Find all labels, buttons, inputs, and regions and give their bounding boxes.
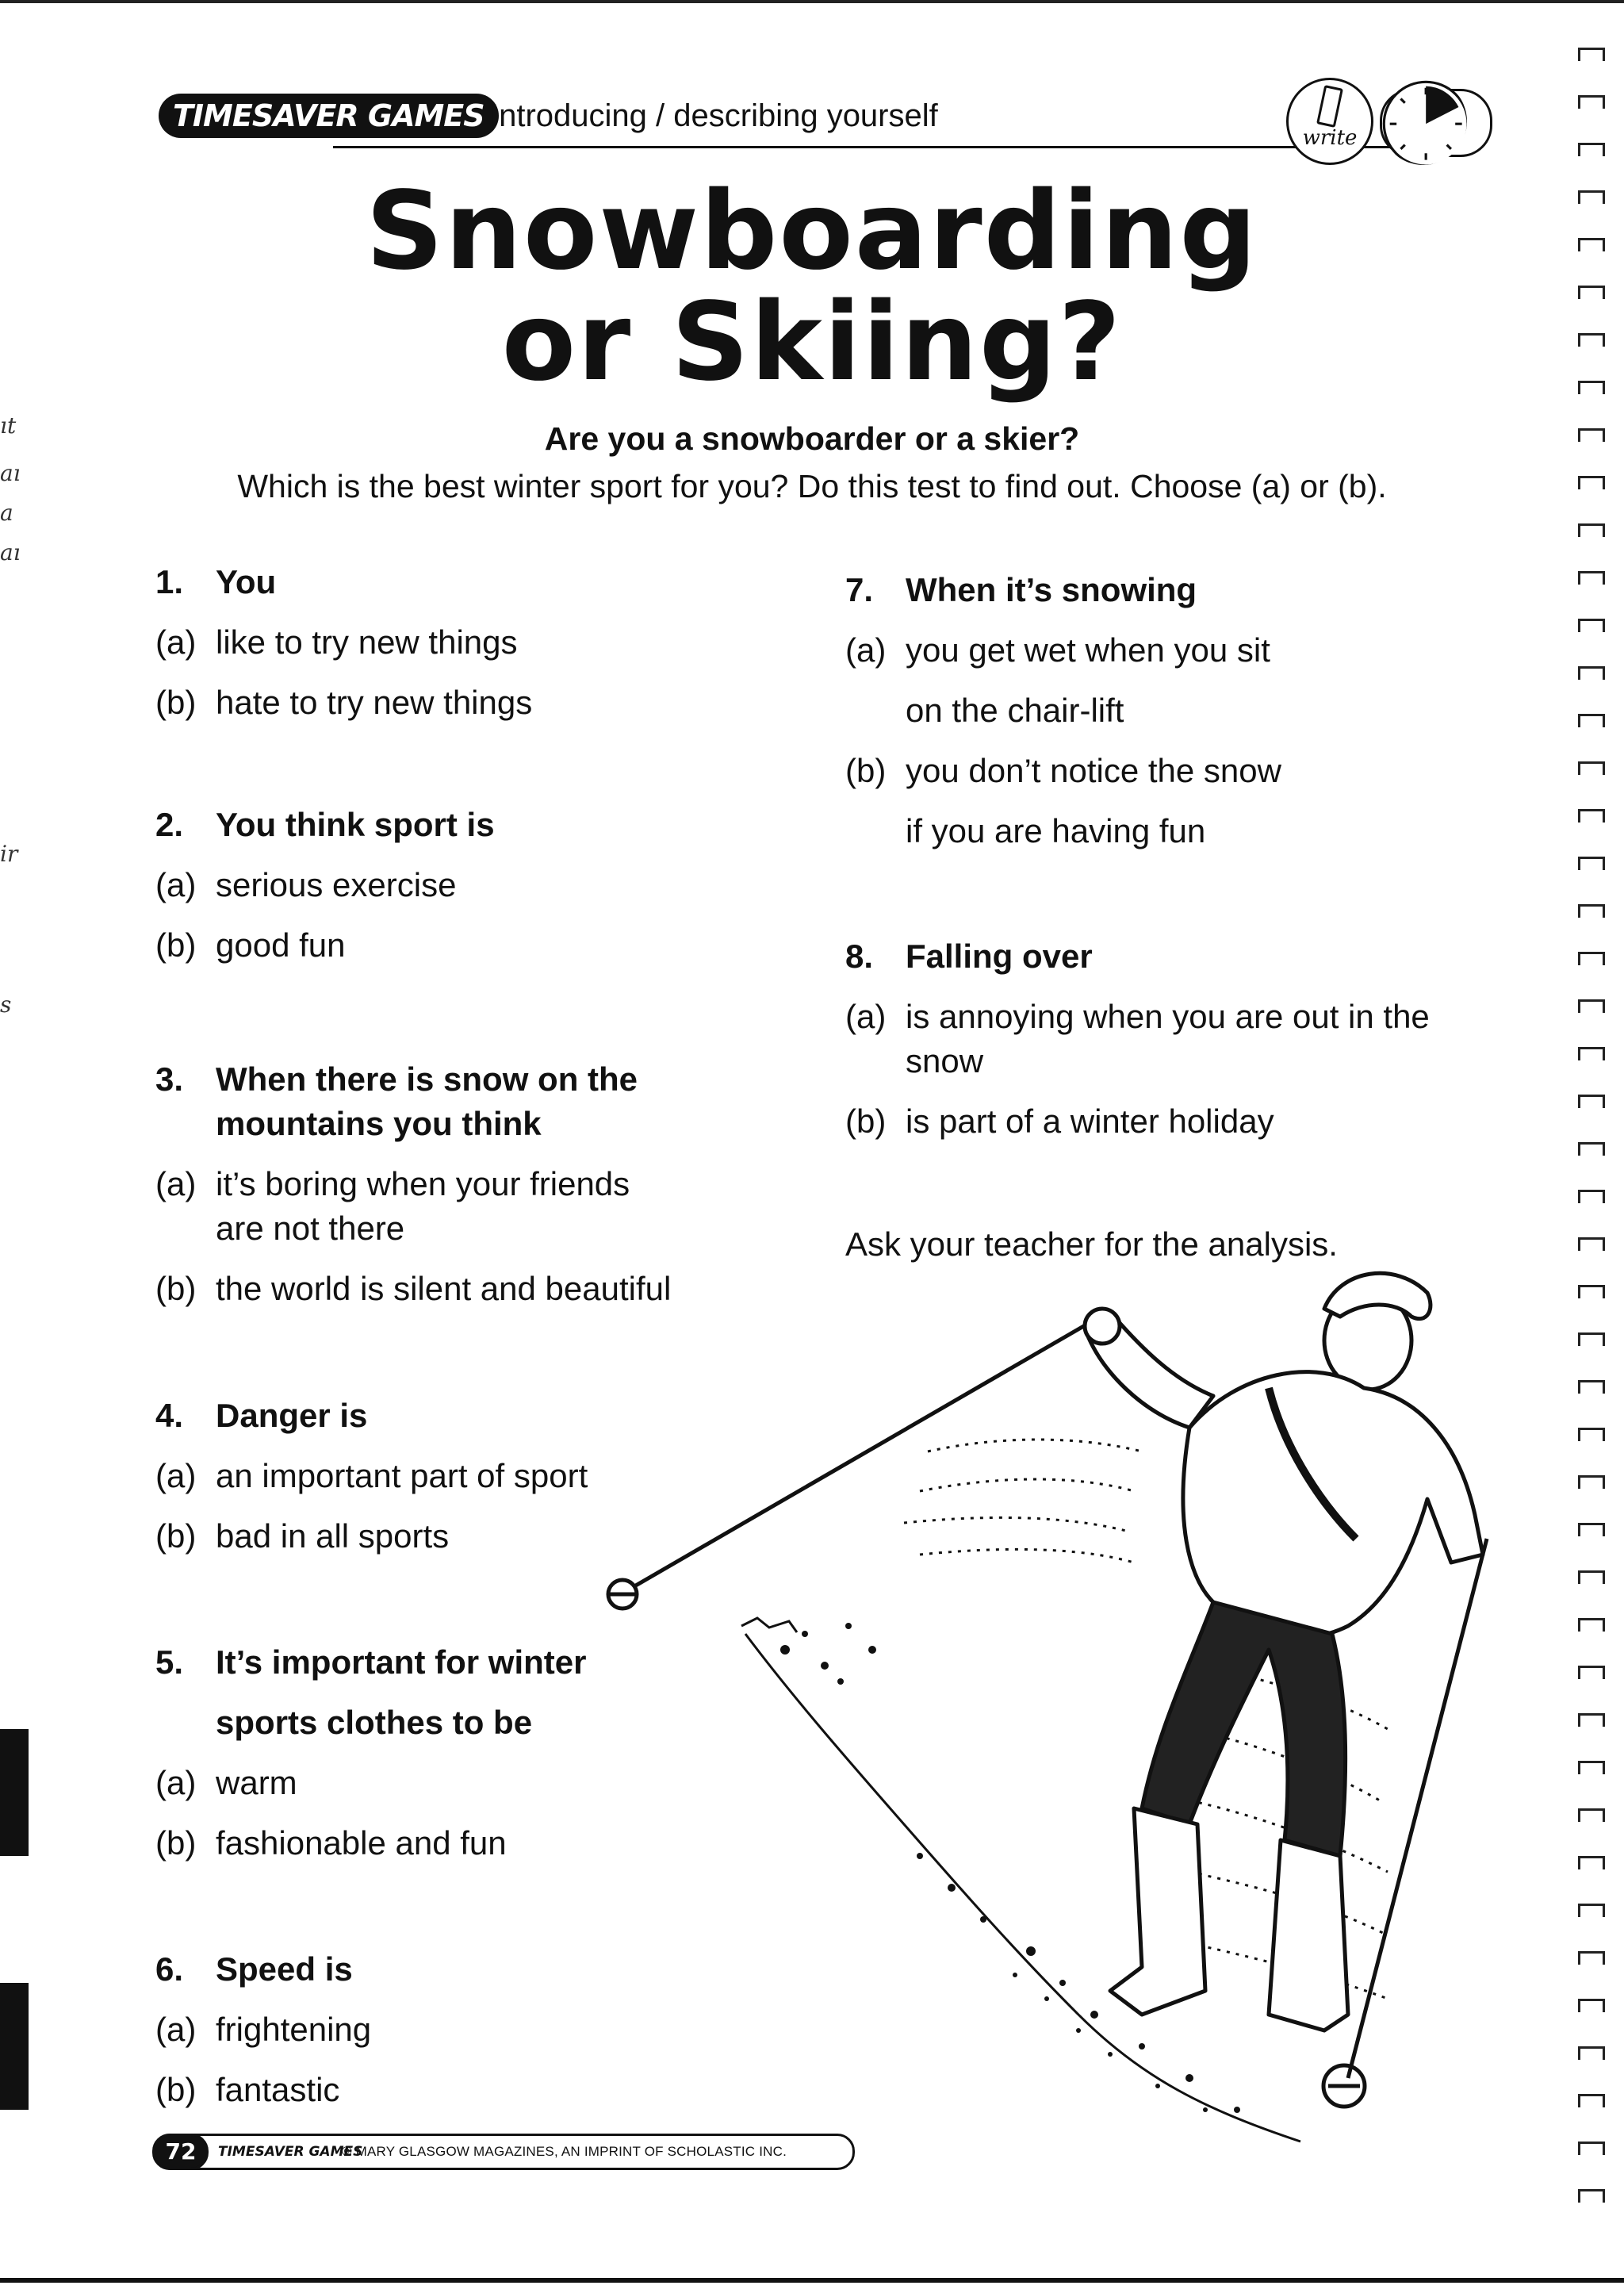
- brand-label: TIMESAVER GAMES: [159, 94, 499, 138]
- binder-hole: [1578, 1713, 1605, 1727]
- option-letter: (a): [845, 631, 887, 669]
- binder-hole: [1578, 1666, 1605, 1679]
- binder-hole: [1578, 1332, 1605, 1346]
- option-letter: (a): [155, 1165, 197, 1202]
- binder-hole: [1578, 619, 1605, 632]
- question-number: 6.: [155, 1950, 184, 1988]
- question-text: Falling over: [906, 938, 1093, 975]
- binder-hole: [1578, 761, 1605, 775]
- option-letter: (b): [155, 1517, 197, 1555]
- page-title: [0, 169, 1624, 405]
- footer-bar: [152, 2134, 855, 2170]
- subtitle: Are you a snowboarder or a skier?: [544, 420, 1080, 457]
- option-text: are not there: [216, 1210, 405, 1247]
- binder-hole: [1578, 1618, 1605, 1632]
- header-rule: [333, 146, 1451, 148]
- write-label: write: [1302, 126, 1358, 150]
- binder-hole: [1578, 2046, 1605, 2060]
- binder-hole: [1578, 1808, 1605, 1822]
- question-heading: [155, 560, 837, 604]
- header-topic: Introducing / describing yourself: [490, 98, 938, 133]
- binder-hole: [1578, 1570, 1605, 1584]
- question-number: 5.: [155, 1643, 184, 1681]
- option-text: snow: [906, 1042, 984, 1079]
- question-number: 2.: [155, 806, 184, 843]
- question-1: [155, 560, 837, 725]
- binder-hole: [1578, 143, 1605, 156]
- binder-hole: [1578, 1951, 1605, 1965]
- option-a: [155, 620, 837, 665]
- option-letter: (b): [155, 2071, 197, 2108]
- question-text: You: [216, 563, 277, 600]
- option-text: you get wet when you sit: [906, 631, 1270, 669]
- page-top-edge: [0, 0, 1624, 3]
- option-letter: (b): [155, 684, 197, 721]
- question-7: [845, 568, 1543, 853]
- option-letter: (b): [845, 1102, 887, 1140]
- option-b: [155, 923, 837, 968]
- binder-hole: [1578, 714, 1605, 727]
- question-number: 1.: [155, 563, 184, 600]
- option-a: [155, 863, 837, 907]
- binder-hole: [1578, 1142, 1605, 1156]
- binder-hole: [1578, 952, 1605, 965]
- option-letter: (a): [155, 623, 197, 661]
- skier-figure: [1085, 1273, 1483, 2030]
- option-text: bad in all sports: [216, 1517, 450, 1555]
- binder-hole: [1578, 809, 1605, 822]
- binder-hole: [1578, 999, 1605, 1013]
- title-line: or Skiing?: [501, 280, 1123, 405]
- binder-hole: [1578, 666, 1605, 680]
- binder-hole: [1578, 1904, 1605, 1917]
- binder-hole: [1578, 904, 1605, 918]
- option-text: frightening: [216, 2011, 372, 2048]
- question-number: 7.: [845, 571, 874, 608]
- option-a: [845, 628, 1543, 733]
- option-text: it’s boring when your friends: [216, 1165, 630, 1202]
- binder-hole: [1578, 48, 1605, 61]
- question-2: [155, 803, 837, 968]
- adjacent-page-scrap: ir: [0, 841, 18, 867]
- timer-icon: [1380, 78, 1467, 165]
- option-text: good fun: [216, 926, 346, 964]
- binder-hole: [1578, 1190, 1605, 1203]
- option-text: is part of a winter holiday: [906, 1102, 1274, 1140]
- option-text: an important part of sport: [216, 1457, 588, 1494]
- option-b: [155, 681, 837, 725]
- binder-hole: [1578, 1095, 1605, 1108]
- question-text: Speed is: [216, 1950, 353, 1988]
- question-8: [845, 934, 1543, 1144]
- option-a: [845, 995, 1543, 1083]
- binder-hole: [1578, 1761, 1605, 1774]
- title-line: Snowboarding: [366, 169, 1258, 294]
- binder-hole: [1578, 571, 1605, 585]
- binder-hole: [1578, 2189, 1605, 2203]
- option-b: [845, 1099, 1543, 1144]
- option-text: is annoying when you are out in the: [906, 998, 1430, 1035]
- page-bottom-edge: [0, 2278, 1624, 2283]
- footer-brand: TIMESAVER GAMES: [218, 2144, 363, 2160]
- option-letter: (a): [155, 866, 197, 903]
- option-text: if you are having fun: [906, 812, 1206, 849]
- question-number: 3.: [155, 1060, 184, 1098]
- binder-hole: [1578, 1237, 1605, 1251]
- option-text: on the chair-lift: [906, 692, 1124, 729]
- option-letter: (b): [155, 926, 197, 964]
- option-text: fashionable and fun: [216, 1824, 507, 1862]
- binder-hole: [1578, 1380, 1605, 1394]
- binder-hole: [1578, 857, 1605, 870]
- binder-hole: [1578, 2094, 1605, 2107]
- binder-hole: [1578, 1475, 1605, 1489]
- adjacent-page-scrap: a: [0, 500, 13, 526]
- question-text: When there is snow on the: [216, 1060, 638, 1098]
- question-text: When it’s snowing: [906, 571, 1197, 608]
- question-text: sports clothes to be: [216, 1704, 533, 1741]
- footer-copyright: © MARY GLASGOW MAGAZINES, AN IMPRINT OF SCHOLASTIC INC.: [342, 2144, 787, 2159]
- timer-badge: [1380, 89, 1492, 157]
- margin-shadow: [0, 1983, 29, 2110]
- option-letter: (a): [155, 1764, 197, 1801]
- option-text: hate to try new things: [216, 684, 533, 721]
- adjacent-page-scrap: s: [0, 991, 12, 1018]
- option-text: you don’t notice the snow: [906, 752, 1281, 789]
- option-text: serious exercise: [216, 866, 457, 903]
- binder-hole: [1578, 2142, 1605, 2155]
- option-b: [845, 749, 1543, 853]
- write-badge: [1286, 78, 1373, 165]
- option-text: like to try new things: [216, 623, 518, 661]
- intro-text: Which is the best winter sport for you? Do this test to find out. Choose (a) or (b).: [237, 468, 1387, 504]
- option-letter: (a): [845, 998, 887, 1035]
- option-text: the world is silent and beautiful: [216, 1270, 672, 1307]
- question-heading: [845, 934, 1543, 979]
- option-a: [155, 1162, 837, 1251]
- margin-shadow: [0, 1729, 29, 1856]
- option-letter: (a): [155, 2011, 197, 2048]
- page-number: 72: [153, 2134, 209, 2170]
- binder-hole: [1578, 523, 1605, 537]
- analysis-note: Ask your teacher for the analysis.: [845, 1225, 1338, 1263]
- question-text: mountains you think: [216, 1105, 542, 1142]
- question-text: Danger is: [216, 1397, 368, 1434]
- question-text: It’s important for winter: [216, 1643, 587, 1681]
- option-letter: (b): [155, 1824, 197, 1862]
- question-number: 4.: [155, 1397, 184, 1434]
- pen-icon: [1316, 85, 1343, 128]
- left-ski-pole: [608, 1325, 1086, 1609]
- binder-hole: [1578, 95, 1605, 109]
- question-text: You think sport is: [216, 806, 495, 843]
- binder-hole: [1578, 1523, 1605, 1536]
- binder-hole: [1578, 1999, 1605, 2012]
- question-heading: [155, 803, 837, 847]
- option-letter: (b): [155, 1270, 197, 1307]
- question-number: 8.: [845, 938, 874, 975]
- question-heading: [845, 568, 1543, 612]
- binder-hole: [1578, 1285, 1605, 1298]
- option-letter: (a): [155, 1457, 197, 1494]
- option-text: fantastic: [216, 2071, 340, 2108]
- adjacent-page-scrap: ıt: [0, 412, 17, 439]
- question-heading: [155, 1057, 837, 1146]
- binder-hole: [1578, 1047, 1605, 1060]
- adjacent-page-scrap: aı: [0, 539, 21, 566]
- binder-hole: [1578, 1428, 1605, 1441]
- adjacent-page-scrap: aı: [0, 460, 21, 486]
- skier-illustration: [587, 1253, 1530, 2173]
- option-text: warm: [216, 1764, 297, 1801]
- binder-hole: [1578, 1856, 1605, 1869]
- option-letter: (b): [845, 752, 887, 789]
